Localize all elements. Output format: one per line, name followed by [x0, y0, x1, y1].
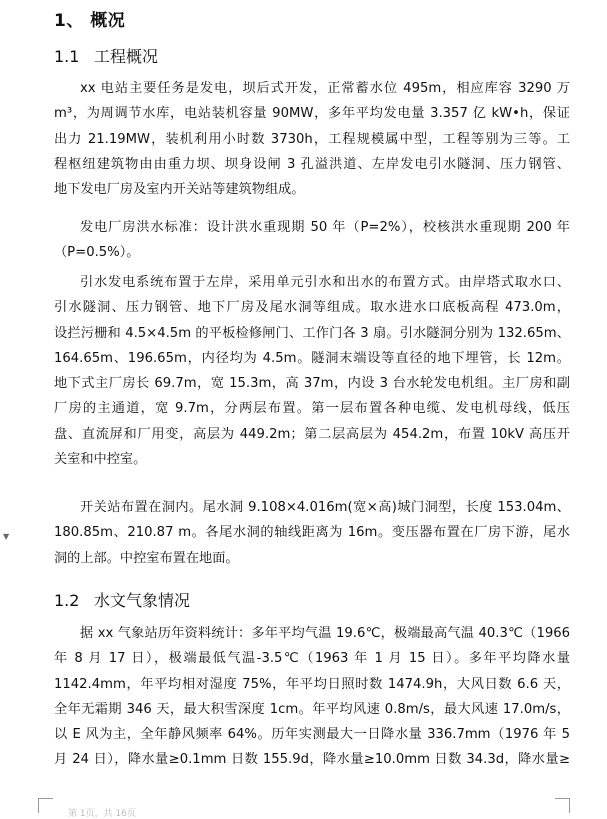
text-line: （P=0.5%）。 [54, 245, 140, 261]
paragraph-switchyard [54, 495, 570, 571]
text-line: 洞的上部。中控室布置在地面。 [54, 550, 239, 566]
page-number: 第 1页，共 16页 [68, 809, 136, 819]
text-line: 全年无霜期 346 天，最大积雪深度 1cm。年平均风速 0.8m/s，最大风速 17.0m/s， [54, 701, 570, 717]
text-line: 引水隧洞、压力钢管、地下厂房及尾水洞等组成。取水进水口底板高程 473.0m， [54, 300, 570, 316]
text-line: 164.65m、196.65m，内径均为 4.5m。隧洞末端设等直径的地下埋管，长 12m。 [54, 350, 570, 366]
text-line: 关室和中控室。 [54, 452, 147, 468]
section-heading-1-1 [54, 44, 158, 67]
paragraph-project-overview [54, 76, 570, 202]
paragraph-water-diversion [54, 270, 570, 472]
text-line: 开关站布置在洞内。尾水洞 9.108×4.016m(宽×高)城门洞型，长度 153.04m、 [80, 500, 570, 515]
text-line: 发电厂房洪水标准：设计洪水重现期 50 年（P=2%），校核洪水重现期 200 年 [80, 220, 570, 235]
text-line: 出力 21.19MW，装机利用小时数 3730h，工程规模属中型，工程等别为三等。工 [54, 131, 570, 147]
text-line: 厂房的主通道，宽 9.7m，分两层布置。第一层布置各种电缆、发电机母线，低压 [54, 401, 570, 417]
collapse-arrow-icon[interactable]: ▼ [3, 532, 10, 541]
text-line: xx 电站主要任务是发电，坝后式开发，正常蓄水位 495m，相应库容 3290 万 [80, 81, 570, 96]
section-heading-1-2 [54, 588, 190, 611]
text-line: 年 8 月 17 日），极端最低气温-3.5℃（1963 年 1 月 15 日）。多年平均降水量 [54, 651, 570, 667]
text-line: 180.85m、210.87 m。各尾水洞的轴线距离为 16m。变压器布置在厂房下游，尾水 [54, 525, 570, 541]
text-line: 程枢纽建筑物由由重力坝、坝身设闸 3 孔溢洪道、左岸发电引水隧洞、压力钢管、 [54, 156, 570, 172]
section-title: 水文气象情况 [94, 591, 191, 610]
text-line: 地下发电厂房及室内开关站等建筑物组成。 [54, 182, 305, 198]
text-line: 设拦污栅和 4.5×4.5m 的平板检修闸门、工作门各 3 扇。引水隧洞分别为 132.65m、 [54, 325, 570, 341]
section-number: 1.2 [54, 591, 80, 610]
text-line: 引水发电系统布置于左岸，采用单元引水和出水的布置方式。由岸塔式取水口、 [80, 275, 570, 290]
section-title: 工程概况 [94, 47, 159, 66]
text-line: 盘、直流屏和厂用变，高层为 449.2m；第二层高层为 454.2m，布置 10kV 高压开 [54, 426, 570, 442]
text-line: 1142.4mm，年平均相对湿度 75%，年平均日照时数 1474.9h，大风日数 6.6 天， [54, 676, 570, 692]
paragraph-hydrology-meteorology [54, 621, 570, 773]
page-corner-mark-left [38, 798, 53, 813]
paragraph-flood-standard [54, 215, 570, 266]
text-line: 月 24 日），降水量≥0.1mm 日数 155.9d，降水量≥10.0mm 日数 34.3d，降水量≥ [54, 752, 570, 768]
text-line: 以 E 风为主，全年静风频率 64%。历年实测最大一日降水量 336.7mm（1976 年 5 [54, 727, 570, 743]
text-line: 地下式主厂房长 69.7m，宽 15.3m，高 37m，内设 3 台水轮发电机组。主厂房和副 [54, 376, 570, 392]
text-line: 据 xx 气象站历年资料统计：多年平均气温 19.6℃，极端最高气温 40.3℃（1966 [80, 626, 570, 641]
page-corner-mark-right [555, 798, 570, 813]
text-line: m³，为周调节水库，电站装机容量 90MW，多年平均发电量 3.357 亿 kW•h，保证 [54, 106, 570, 122]
chapter-heading: 1、 概况 [54, 11, 126, 31]
section-number: 1.1 [54, 47, 80, 66]
